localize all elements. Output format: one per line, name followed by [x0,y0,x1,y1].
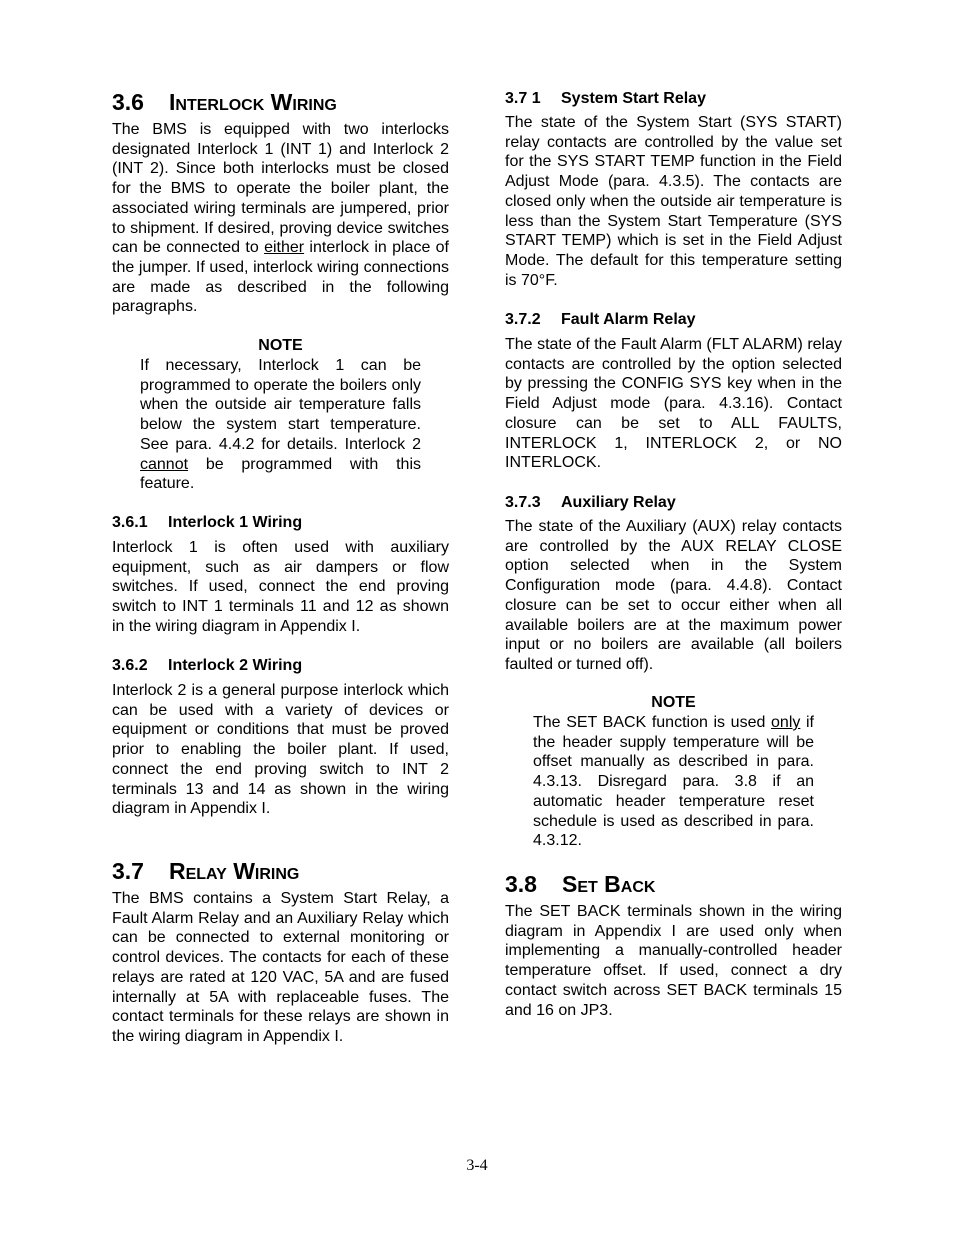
section-3-7-3-heading: 3.7.3 Auxiliary Relay [505,494,676,511]
section-3-7-heading: 3.7 Relay Wiring [112,858,300,884]
note-text: The SET BACK function is used only if the header supply temperature will be offset manually as described in para. 4.3.13. Disregard para. 3.8 if an automatic header temperature reset schedule is used as described in para. 4.3.12. [533,714,814,850]
note-heading: NOTE [258,337,303,354]
section-3-7-paragraph: The BMS contains a System Start Relay, a Fault Alarm Relay and an Auxiliary Relay which can be connected to external monitoring or control devices. The contacts for each of these relays are rated at 120 VAC, 5A and are fused internally at 5A with replaceable fuses. The contact terminals for these relays are shown in the wiring diagram in Appendix I. [112,890,449,1045]
page-number: 3-4 [466,1157,488,1174]
section-3-7-2-heading: 3.7.2 Fault Alarm Relay [505,311,696,328]
section-3-8-heading: 3.8 Set Back [505,871,656,897]
note-heading: NOTE [651,694,696,711]
section-3-7-2-paragraph: The state of the Fault Alarm (FLT ALARM) relay contacts are controlled by the option selected by pressing the CONFIG SYS key when in the Field Adjust mode (para. 4.3.16). Contact closure can be set to ALL FAULTS, INTERLOCK 1, INTERLOCK 2, or NO INTERLOCK. [505,336,842,472]
note-block-3-7-3 [505,693,842,851]
section-3-6-1-heading: 3.6.1 Interlock 1 Wiring [112,514,303,531]
section-3-6-paragraph: The BMS is equipped with two interlocks designated Interlock 1 (INT 1) and Interlock 2 (INT 2). Since both interlocks must be closed for the BMS to operate the boiler plant, the associated wiring terminals are jumpered, prior to shipment. If desired, proving device switches can be connected to either interlock in place of the jumper. If used, interlock wiring connections are made as described in the following paragraphs. [112,121,449,316]
section-3-7-3-paragraph: The state of the Auxiliary (AUX) relay contacts are controlled by the AUX RELAY CLOSE option selected when in the System Configuration mode (para. 4.4.8). Contact closure can be set to occur either when all available boilers are at the maximum power input or no boilers are available (all boilers faulted or turned off). [505,518,842,673]
section-3-6-2-paragraph: Interlock 2 is a general purpose interlock which can be used with a variety of devices or equipment or conditions that must be proved prior to enabling the boiler plant. If used, connect the end proving switch to INT 2 terminals 13 and 14 as shown in the wiring diagram in Appendix I. [112,682,449,818]
section-3-6-heading: 3.6 Interlock Wiring [112,89,337,115]
section-3-8-paragraph: The SET BACK terminals shown in the wiring diagram in Appendix I are used only when implementing a manually-controlled header temperature offset. If used, connect a dry contact switch across SET BACK terminals 15 and 16 on JP3. [505,903,842,1019]
section-3-7-1-paragraph: The state of the System Start (SYS START) relay contacts are controlled by the value set for the SYS START TEMP function in the Field Adjust Mode (para. 4.3.5). The contacts are closed only when the outside air temperature is less than the System Start Temperature (SYS START TEMP) which is set in the Field Adjust Mode. The default for this temperature setting is 70°F. [505,114,842,289]
note-text: If necessary, Interlock 1 can be programmed to operate the boilers only when the outside air temperature falls below the system start temperature. See para. 4.4.2 for details. Interlock 2 cannot be programmed with this feature. [140,357,421,493]
section-3-6-1-paragraph: Interlock 1 is often used with auxiliary equipment, such as air dampers or flow switches. If used, connect the end proving switch to INT 1 terminals 11 and 12 as shown in the wiring diagram in Appendix I. [112,539,449,635]
note-block-3-6 [112,336,449,494]
section-3-7-1-heading: 3.7 1 System Start Relay [505,90,706,107]
section-3-6-2-heading: 3.6.2 Interlock 2 Wiring [112,657,303,674]
